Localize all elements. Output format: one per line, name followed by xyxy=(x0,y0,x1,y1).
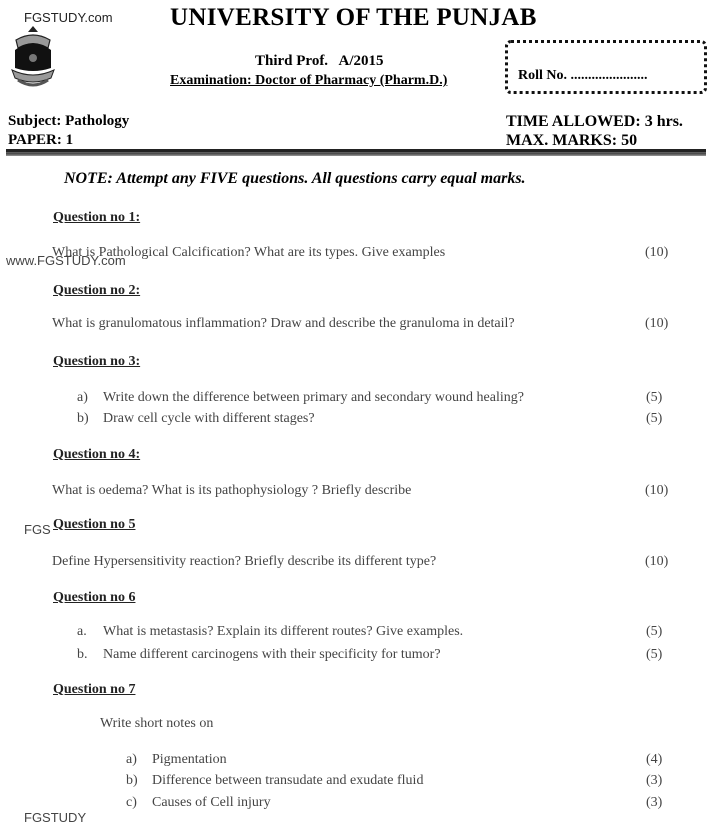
question-3a-text: Write down the difference between primary and secondary wound healing? xyxy=(103,390,524,405)
question-7b-label: b) xyxy=(126,773,138,788)
paper-label: PAPER: 1 xyxy=(8,132,74,148)
question-5-text: Define Hypersensitivity reaction? Briefly describe its different type? xyxy=(52,554,437,569)
roll-number-box xyxy=(505,40,707,94)
question-7-heading: Question no 7 xyxy=(53,682,136,697)
watermark-left: www.FGSTUDY.com xyxy=(6,253,126,268)
question-6b-marks: (5) xyxy=(646,647,663,662)
time-allowed-label: TIME ALLOWED: 3 hrs. xyxy=(506,113,683,130)
watermark-bottom: FGSTUDY xyxy=(24,810,87,825)
roll-number-field[interactable]: Roll No. ...................... xyxy=(518,68,648,83)
question-4-marks: (10) xyxy=(645,483,669,498)
question-7a-text: Pigmentation xyxy=(152,752,227,767)
question-5-heading: Question no 5 xyxy=(53,517,136,532)
question-6b-label: b. xyxy=(77,647,88,662)
watermark-left-q5: FGS xyxy=(24,522,51,537)
question-7c-label: c) xyxy=(126,795,137,810)
question-7c-text: Causes of Cell injury xyxy=(152,795,271,810)
question-7-intro: Write short notes on xyxy=(100,716,214,731)
question-7b-marks: (3) xyxy=(646,773,663,788)
examination-title: Examination: Doctor of Pharmacy (Pharm.D.) xyxy=(170,73,448,88)
question-6-heading: Question no 6 xyxy=(53,590,136,605)
question-3a-label: a) xyxy=(77,390,88,405)
question-1-text: What is Pathological Calcification? What are its types. Give examples xyxy=(52,245,446,260)
question-3b-text: Draw cell cycle with different stages? xyxy=(103,411,315,426)
question-7c-marks: (3) xyxy=(646,795,663,810)
question-1-marks: (10) xyxy=(645,245,669,260)
question-2-marks: (10) xyxy=(645,316,669,331)
question-7a-label: a) xyxy=(126,752,137,767)
question-4-text: What is oedema? What is its pathophysiology ? Briefly describe xyxy=(52,483,412,498)
question-3b-marks: (5) xyxy=(646,411,663,426)
question-6a-marks: (5) xyxy=(646,624,663,639)
question-6a-text: What is metastasis? Explain its different routes? Give examples. xyxy=(103,624,464,639)
instructions-note: NOTE: Attempt any FIVE questions. All questions carry equal marks. xyxy=(64,170,526,187)
watermark-top: FGSTUDY.com xyxy=(24,10,113,25)
question-2-heading: Question no 2: xyxy=(53,283,141,298)
max-marks-label: MAX. MARKS: 50 xyxy=(506,132,638,149)
question-4-heading: Question no 4: xyxy=(53,447,141,462)
question-1-heading: Question no 1: xyxy=(53,210,141,225)
university-title: UNIVERSITY OF THE PUNJAB xyxy=(170,4,537,31)
question-3-heading: Question no 3: xyxy=(53,354,141,369)
question-7a-marks: (4) xyxy=(646,752,663,767)
question-7b-text: Difference between transudate and exudate fluid xyxy=(152,773,424,788)
question-2-text: What is granulomatous inflammation? Draw and describe the granuloma in detail? xyxy=(52,316,515,331)
question-3a-marks: (5) xyxy=(646,390,663,405)
question-6b-text: Name different carcinogens with their specificity for tumor? xyxy=(103,647,441,662)
exam-session: Third Prof. A/2015 xyxy=(255,53,384,69)
university-crest-icon xyxy=(8,22,58,92)
subject-label: Subject: Pathology xyxy=(8,113,130,129)
question-5-marks: (10) xyxy=(645,554,669,569)
question-3b-label: b) xyxy=(77,411,89,426)
question-6a-label: a. xyxy=(77,624,87,639)
header-divider xyxy=(6,149,706,156)
